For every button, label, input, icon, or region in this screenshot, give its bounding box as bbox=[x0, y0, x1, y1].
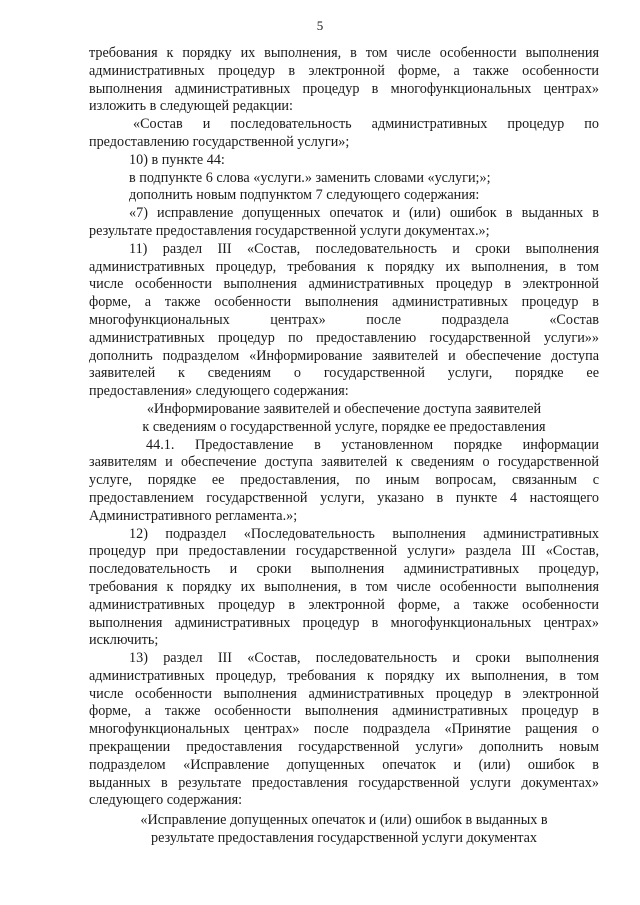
text-line: результате предоставления государственной услуги документах.»; bbox=[89, 222, 490, 239]
text-line: многофункциональных центрах» после подраздела «Принятие ращения о bbox=[89, 721, 599, 738]
text-line: предоставления» следующего содержания: bbox=[89, 383, 349, 400]
text-line: прекращении предоставления государственной услуги» дополнить новым bbox=[89, 739, 599, 756]
text-line: 11) раздел III «Состав, последовательность и сроки выполнения bbox=[129, 240, 599, 257]
text-line: 10) в пункте 44: bbox=[129, 151, 225, 168]
text-line: последовательность и сроки выполнения административных процедур, bbox=[89, 561, 599, 578]
text-line: административных процедур по предоставлению государственной услуги»» bbox=[89, 329, 599, 346]
text-line: форме, а также особенности выполнения административных процедур в bbox=[89, 703, 599, 720]
text-line: предоставлением государственной услуги, указано в пункте 4 настоящего bbox=[89, 489, 599, 506]
text-line: форме, а также особенности выполнения административных процедур в bbox=[89, 294, 599, 311]
subsection-heading-line: к сведениям о государственной услуге, порядке ее предоставления bbox=[142, 418, 546, 435]
text-line: числе особенности выполнения административных процедур в электронной bbox=[89, 685, 599, 702]
text-line: требования к порядку их выполнения, в том числе особенности выполнения bbox=[89, 45, 599, 61]
text-line: «Состав и последовательность административных процедур по bbox=[133, 116, 599, 133]
text-line: услуге, порядке ее предоставления, по иным вопросам, связанным с bbox=[89, 472, 599, 489]
text-line: выполнения административных процедур в многофункциональных центрах» bbox=[89, 80, 599, 97]
text-line: заявителей к сведениям о государственной услуги, порядке ее bbox=[89, 365, 599, 382]
text-line: подразделом «Исправление допущенных опечаток и (или) ошибок в bbox=[89, 756, 599, 773]
page-number: 5 bbox=[316, 18, 324, 33]
text-line: административных процедур в электронной форме, а также особенности bbox=[89, 62, 599, 79]
text-line: требования к порядку их выполнения, в том числе особенности выполнения bbox=[89, 578, 599, 595]
subsection-heading-line: «Информирование заявителей и обеспечение доступа заявителей bbox=[146, 400, 542, 417]
text-line: изложить в следующей редакции: bbox=[89, 98, 293, 115]
text-line: выполнения административных процедур в многофункциональных центрах» bbox=[89, 614, 599, 631]
text-line: в подпункте 6 слова «услуги.» заменить словами «услуги;»; bbox=[129, 169, 491, 186]
text-line: дополнить подразделом «Информирование заявителей и обеспечение доступа bbox=[89, 347, 599, 364]
text-line: дополнить новым подпунктом 7 следующего содержания: bbox=[129, 187, 480, 204]
text-line: следующего содержания: bbox=[89, 792, 243, 809]
subsection-heading-line: результате предоставления государственной услуги документах bbox=[151, 830, 537, 847]
text-line: 44.1. Предоставление в установленном порядке информации bbox=[146, 436, 599, 453]
subsection-heading-line: «Исправление допущенных опечаток и (или) ошибок в выданных в bbox=[140, 812, 548, 829]
document-body bbox=[89, 45, 599, 848]
text-line: выданных в результате предоставления государственной услуги документах» bbox=[89, 774, 599, 791]
text-line: исключить; bbox=[89, 632, 159, 649]
text-line: заявителям и обеспечение доступа заявителей к сведениям о государственной bbox=[89, 454, 599, 471]
text-line: 12) подраздел «Последовательность выполнения административных bbox=[129, 525, 599, 542]
text-line: многофункциональных центрах» после подраздела «Состав bbox=[89, 311, 599, 328]
text-line: административных процедур в электронной форме, а также особенности bbox=[89, 596, 599, 613]
text-line: процедур при предоставлении государственной услуги» раздела III «Состав, bbox=[89, 543, 599, 560]
text-line: 13) раздел III «Состав, последовательность и сроки выполнения bbox=[129, 650, 599, 667]
text-line: административных процедур, требования к порядку их выполнения, в том bbox=[89, 258, 599, 275]
text-line: числе особенности выполнения административных процедур в электронной bbox=[89, 276, 599, 293]
text-line: предоставлению государственной услуги»; bbox=[89, 133, 350, 150]
text-line: Административного регламента.»; bbox=[89, 507, 298, 524]
text-line: административных процедур, требования к порядку их выполнения, в том bbox=[89, 667, 599, 684]
text-line: «7) исправление допущенных опечаток и (или) ошибок в выданных в bbox=[129, 205, 599, 222]
